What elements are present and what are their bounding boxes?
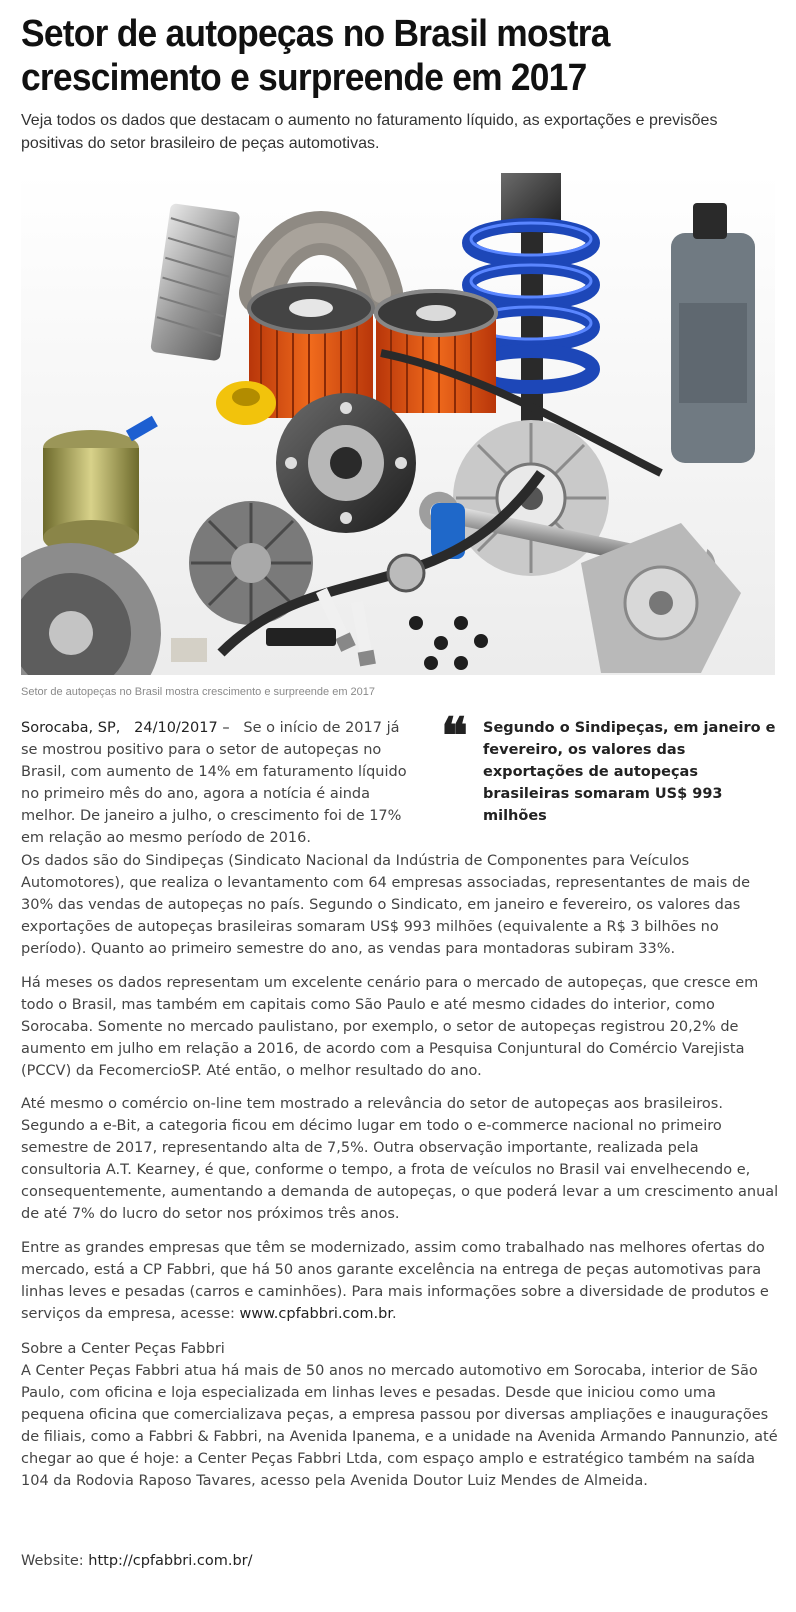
article bbox=[21, 12, 779, 1569]
paragraph-4-text: Entre as grandes empresas que têm se modernizado, assim como trabalhado nas melhores ofertas do mercado, está a CP Fabbri, que há 50 anos garante excelência na entrega de peças automotivas para linhas leves e pesadas (carros e caminhões). Para mais informações sobre a diversidade de produtos e serviços da empresa, acesse: bbox=[21, 1240, 769, 1322]
paragraph-4 bbox=[21, 1237, 779, 1325]
website-link[interactable]: http://cpfabbri.com.br/ bbox=[88, 1553, 253, 1569]
website-line bbox=[21, 1553, 253, 1569]
lead-paragraph bbox=[21, 717, 416, 849]
hero-image bbox=[21, 173, 775, 675]
article-subtitle: Veja todos os dados que destacam o aumento no faturamento líquido, as exportações e previsões positivas do setor brasileiro de peças automotivas. bbox=[21, 112, 718, 152]
about-text: A Center Peças Fabbri atua há mais de 50 anos no mercado automotivo em Sorocaba, interior de São Paulo, com oficina e loja especializada em linhas leves e pesadas. Desde que iniciou como uma pequena oficina que comercializava peças, a empresa passou por diversas ampliações e inaugurações de filiais, como a Fabbri & Fabbri, na Avenida Ipanema, e a unidade na Avenida Armando Pannunzio, até chegar ao que é hoje: a Center Peças Fabbri Ltda, com espaço amplo e estratégico também na saída 104 da Rodovia Raposo Tavares, acesso pela Avenida Doutor Luiz Mendes de Almeida. bbox=[21, 1363, 778, 1489]
paragraph-1: Os dados são do Sindipeças (Sindicato Nacional da Indústria de Componentes para Veículos Automotores), que realiza o levantamento com 64 empresas associadas, representantes de mais de 30% das vendas de autopeças no país. Segundo o Sindicato, em janeiro e fevereiro, os valores das exportações de autopeças brasileiras somaram US$ 993 milhões (equivalente a R$ 3 bilhões no período). Quanto ao primeiro semestre do ano, as vendas para montadoras subiram 33%. bbox=[21, 853, 751, 957]
lead-text: Se o início de 2017 já se mostrou positivo para o setor de autopeças no Brasil, com aumento de 14% em faturamento líquido no primeiro mês do ano, agora a notícia é ainda melhor. De janeiro a julho, o crescimento foi de 17% em relação ao mesmo período de 2016. bbox=[21, 720, 407, 846]
about-section bbox=[21, 1338, 779, 1492]
quote-mark-icon: ❝ bbox=[441, 706, 468, 765]
dateline-date: 24/10/2017 – bbox=[134, 720, 230, 736]
pull-quote-text: Segundo o Sindipeças, em janeiro e fevereiro, os valores das exportações de autopeças brasileiras somaram US$ 993 milhões bbox=[483, 720, 776, 824]
article-title: Setor de autopeças no Brasil mostra crescimento e surpreende em 2017 bbox=[21, 13, 610, 99]
dateline-place: Sorocaba, SP, bbox=[21, 720, 121, 736]
paragraph-4-end: . bbox=[391, 1306, 397, 1322]
paragraph-3: Até mesmo o comércio on-line tem mostrado a relevância do setor de autopeças aos brasileiros. Segundo a e-Bit, a categoria ficou em décimo lugar em todo o e-commerce nacional no primeiro semestre de 2017, representando alta de 7,5%. Outra observação importante, realizada pela consultoria A.T. Kearney, é que, conforme o tempo, a frota de veículos no Brasil vai envelhecendo e, consequentemente, aumentando a demanda de autopeças, o que poderá levar a um crescimento anual de até 7% do lucro do setor nos próximos três anos. bbox=[21, 1096, 779, 1222]
image-caption: Setor de autopeças no Brasil mostra crescimento e surpreende em 2017 bbox=[21, 686, 376, 698]
paragraph-2: Há meses os dados representam um excelente cenário para o mercado de autopeças, que cresce em todo o Brasil, mas também em capitais como São Paulo e até mesmo cidades do interior, como Sorocaba. Somente no mercado paulistano, por exemplo, o setor de autopeças registrou 20,2% de aumento em julho em relação a 2016, de acordo com a Pesquisa Conjuntural do Comércio Varejista (PCCV) da FecomercioSP. Até então, o melhor resultado do ano. bbox=[21, 975, 759, 1079]
auto-parts-photo bbox=[21, 173, 775, 675]
pull-quote bbox=[441, 706, 781, 827]
website-label: Website: bbox=[21, 1553, 84, 1569]
about-heading: Sobre a Center Peças Fabbri bbox=[21, 1341, 225, 1357]
company-link[interactable]: www.cpfabbri.com.br bbox=[239, 1306, 392, 1322]
